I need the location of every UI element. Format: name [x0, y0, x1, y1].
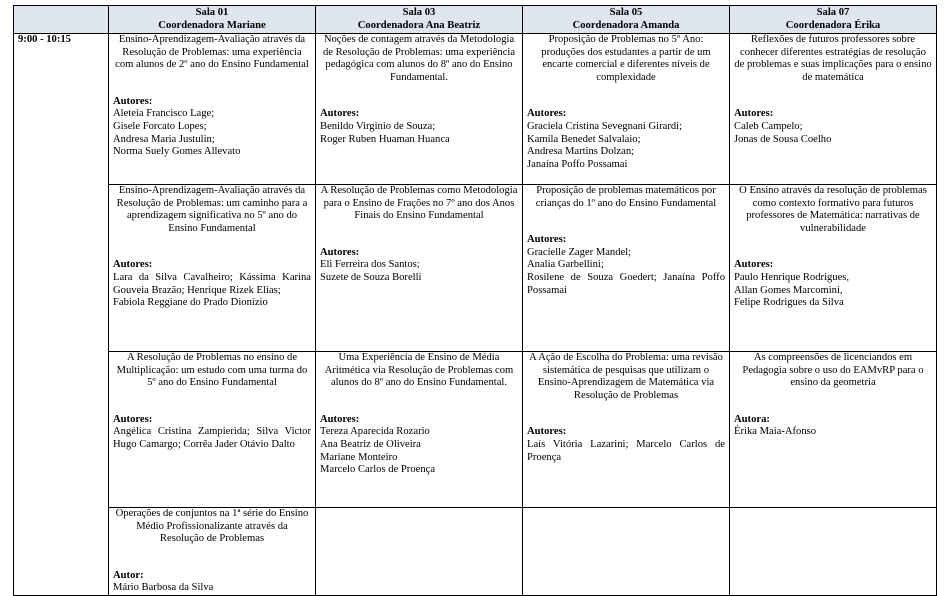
author-name: Jonas de Sousa Coelho [734, 133, 832, 145]
paper-title: Reflexões de futuros professores sobre conhecer diferentes estratégias de resolução de problemas e suas implicações para o ensino de matemática [734, 34, 932, 83]
paper-title: As compreensões de licenciandos em Pedagogia sobre o uso do EAMvRP para o ensino da geometria [742, 352, 924, 389]
paper-title: Ensino-Aprendizagem-Avaliação através da Resolução de Problemas: uma experiência com alunos de 2º ano do Ensino Fundamental [115, 34, 309, 71]
paper-title: A Resolução de Problemas como Metodologia para o Ensino de Frações no 7º ano dos Anos Finais do Ensino Fundamental [320, 185, 518, 222]
author-name: Angélica Cristina Zampierida; Silva Victor Hugo Camargo; Corrêa Jader Otávio Dalto [113, 426, 311, 450]
author-name: Rosilene de Souza Goedert; Janaína Poffo Possamai [527, 271, 725, 296]
session-cell [730, 352, 937, 508]
session-cell [316, 185, 523, 352]
author-name: Ana Beatriz de Oliveira [320, 438, 421, 450]
author-name: Benildo Virginio de Souza; [320, 120, 436, 132]
authors-label: Autores: [113, 95, 153, 107]
room-header: Sala 07 Coordenadora Érika [730, 6, 937, 34]
session-cell [316, 352, 523, 508]
author-name: Mário Barbosa da Silva [113, 582, 214, 594]
paper-title: A Ação de Escolha do Problema: uma revisão sistemática de pesquisas que utilizam o Ensino-Aprendizagem de Matemática via Resolução de Problemas [529, 352, 723, 401]
authors-label: Autora: [734, 413, 770, 425]
author-name: Graciela Cristina Sevegnani Girardi; [527, 120, 683, 132]
author-name: Allan Gomes Marcomini, [734, 284, 843, 296]
authors-label: Autores: [113, 413, 153, 425]
session-row [14, 508, 937, 596]
author-name: Roger Ruben Huaman Huanca [320, 133, 450, 145]
author-name: Norma Suely Gomes Allevato [113, 146, 241, 158]
session-row [14, 352, 937, 508]
paper-title: A Resolução de Problemas no ensino de Multiplicação: um estudo com uma turma do 5º ano do Ensino Fundamental [116, 352, 308, 389]
author-name: Kamila Benedet Salvalaio; [527, 133, 641, 145]
authors-label: Autores: [320, 246, 360, 258]
room-header: Sala 03 Coordenadora Ana Beatriz [316, 6, 523, 34]
authors-label: Autores: [527, 234, 567, 246]
paper-title: Proposição de problemas matemáticos por crianças do 1º ano do Ensino Fundamental [535, 185, 717, 209]
authors-label: Autores: [734, 259, 774, 271]
authors-label: Autores: [320, 413, 360, 425]
paper-title: Operações de conjuntos na 1ª série do Ensino Médio Profissionalizante através da Resolução de Problemas [115, 508, 309, 545]
author-name: Gisele Forcato Lopes; [113, 120, 207, 132]
author-name: Mariane Monteiro [320, 451, 398, 463]
author-name: Andresa Martins Dolzan; [527, 146, 635, 158]
paper-title: Noções de contagem através da Metodologia de Resolução de Problemas: uma experiência pedagógica com alunos do 8º ano do Ensino Fundamental. [322, 34, 516, 83]
author-name: Andresa Maria Justulin; [113, 133, 215, 145]
paper-title: Proposição de Problemas no 5º Ano: produções dos estudantes a partir de um encarte comercial e diferentes níveis de complexidade [541, 34, 711, 83]
author-name: Tereza Aparecida Rozario [320, 426, 430, 438]
session-cell [523, 352, 730, 508]
time-slot: 9:00 - 10:15 [14, 34, 109, 596]
author-name: Gracielle Zager Mandel; [527, 246, 632, 258]
empty-cell [523, 508, 730, 596]
authors-label: Autor: [113, 569, 144, 581]
session-cell [730, 34, 937, 185]
room-header: Sala 05 Coordenadora Amanda [523, 6, 730, 34]
author-name: Suzete de Souza Borelli [320, 271, 422, 283]
empty-cell [730, 508, 937, 596]
paper-title: O Ensino através da resolução de problemas como contexto formativo para futuros professores de Matemática: narrativas de vulnerabilidade [739, 185, 927, 234]
author-name: Eli Ferreira dos Santos; [320, 259, 420, 271]
authors-label: Autores: [527, 426, 567, 438]
session-cell [109, 34, 316, 185]
paper-title: Ensino-Aprendizagem-Avaliação através da Resolução de Problemas: um caminho para a aprendizagem significativa no 5º ano do Ensino Fundamental [116, 185, 308, 234]
session-cell [523, 185, 730, 352]
authors-label: Autores: [320, 108, 360, 120]
session-cell [730, 185, 937, 352]
header-row [14, 6, 937, 34]
author-name: Marcelo Carlos de Proença [320, 464, 436, 476]
authors-label: Autores: [527, 108, 567, 120]
author-name: Érika Maia-Afonso [734, 426, 817, 438]
empty-cell [316, 508, 523, 596]
author-name: Caleb Campelo; [734, 120, 803, 132]
author-name: Lara da Silva Cavalheiro; Kássima Karina Gouveia Brazão; Henrique Rizek Elias; [113, 271, 311, 296]
room-header: Sala 01 Coordenadora Mariane [109, 6, 316, 34]
author-name: Laís Vitória Lazarini; Marcelo Carlos de Proença [527, 438, 725, 463]
session-row [14, 34, 937, 185]
author-name: Paulo Henrique Rodrigues, [734, 271, 850, 283]
author-name: Analia Garbellini; [527, 259, 604, 271]
session-cell [523, 34, 730, 185]
session-cell [109, 508, 316, 596]
session-cell [316, 34, 523, 185]
author-name: Fabiola Reggiane do Prado Dionízio [113, 297, 268, 309]
authors-label: Autores: [113, 259, 153, 271]
author-name: Felipe Rodrigues da Silva [734, 297, 844, 309]
author-name: Janaína Poffo Possamai [527, 158, 628, 170]
corner-cell [14, 6, 109, 34]
session-cell [109, 185, 316, 352]
authors-label: Autores: [734, 108, 774, 120]
session-row [14, 185, 937, 352]
author-name: Aleteia Francisco Lage; [113, 108, 215, 120]
schedule-table [13, 5, 937, 596]
session-cell [109, 352, 316, 508]
paper-title: Uma Experiência de Ensino de Média Aritmética via Resolução de Problemas com alunos do 8º ano do Ensino Fundamental. [324, 352, 514, 389]
